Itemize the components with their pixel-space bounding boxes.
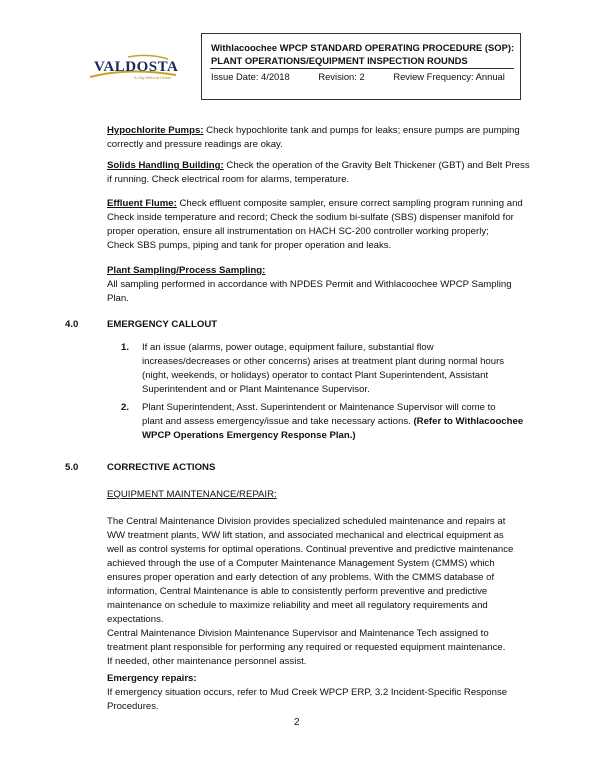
hypochlorite-label: Hypochlorite Pumps: (107, 125, 204, 136)
section-5-number: 5.0 (65, 462, 79, 473)
section-4-title: EMERGENCY CALLOUT (107, 319, 218, 330)
sampling-label: Plant Sampling/Process Sampling: (107, 265, 266, 276)
section-5-title: CORRECTIVE ACTIONS (107, 462, 216, 473)
review-frequency: Review Frequency: Annual (393, 71, 505, 82)
item-1-number: 1. (121, 342, 130, 353)
equipment-maintenance-subheading: EQUIPMENT MAINTENANCE/REPAIR: (107, 489, 277, 500)
item-1-text: If an issue (alarms, power outage, equipment failure, substantial flow increases/decreases or other concerns) arises at treatment plant during normal hours (night, weekends, or holidays) operator to contact Plant Superintendent, Assistant Superintendent and or Plant Maintenance Supervisor. (142, 342, 505, 395)
section-4-number: 4.0 (65, 319, 79, 330)
logo-wordmark: VALDOSTA (94, 59, 179, 75)
effluent-label: Effluent Flume: (107, 198, 177, 209)
item-2-text: Plant Superintendent, Asst. Superintendent or Maintenance Supervisor will come to plant and assess emergency/issue and take necessary actions. (Refer to Withlacoochee WPCP Operations Emergency Response Plan.) (142, 402, 524, 441)
maintenance-paragraph: The Central Maintenance Division provides specialized scheduled maintenance and repairs at WW treatment plants, WW lift station, and associated mechanical and electrical equipment as well as control systems for optimal operations. Continual preventive and predictive maintenance achieved through the use of a Computer Maintenance Management System (CMMS) which ensures proper operation and early detection of any problems. With the CMMS database of information, Central Maintenance is able to consistently perform preventive and predictive maintenance on schedule to maximize reliability and meet all regulatory requirements and expectations. Central Maintenance Division Maintenance Supervisor and Maintenance Tech assigned to treatment plant responsible for performing any required or requested equipment maintenance. If needed, other maintenance personnel assist. (107, 516, 514, 667)
sop-title: Withlacoochee WPCP STANDARD OPERATING PROCEDURE (SOP): PLANT OPERATIONS/EQUIPMENT INSPECTION ROUNDS (211, 42, 515, 66)
sop-header-box (201, 33, 521, 100)
sampling-paragraph: Plant Sampling/Process Sampling: All sampling performed in accordance with NPDES Permit and Withlacoochee WPCP Sampling Plan. (107, 265, 512, 304)
hypochlorite-paragraph: Hypochlorite Pumps: Check hypochlorite tank and pumps for leaks; ensure pumps are pumping correctly and pressure readings are okay. (107, 125, 520, 150)
valdosta-logo (88, 53, 178, 85)
solids-label: Solids Handling Building: (107, 160, 224, 171)
logo-tagline: A City Without Limits (134, 75, 171, 80)
item-2-number: 2. (121, 402, 130, 413)
emergency-repairs-label: Emergency repairs: (107, 673, 197, 684)
issue-date: Issue Date: 4/2018 (211, 71, 290, 82)
solids-paragraph: Solids Handling Building: Check the operation of the Gravity Belt Thickener (GBT) and Belt Press if running. Check electrical room for alarms, temperature. (107, 160, 530, 185)
header-divider (210, 68, 514, 69)
revision: Revision: 2 (318, 71, 365, 82)
page-number: 2 (294, 717, 300, 728)
effluent-paragraph: Effluent Flume: Check effluent composite sampler, ensure correct sampling program running and Check inside temperature and record; Check the sodium bi-sulfate (SBS) dispenser manifold for proper operation, ensure all instrumentation on HACH SC-200 controller working properly; Check SBS pumps, piping and tank for proper operation and leaks. (107, 198, 523, 251)
header-meta (211, 71, 505, 82)
emergency-repairs-paragraph: Emergency repairs: If emergency situation occurs, refer to Mud Creek WPCP ERP, 3.2 Incident-Specific Response Procedures. (107, 673, 508, 712)
